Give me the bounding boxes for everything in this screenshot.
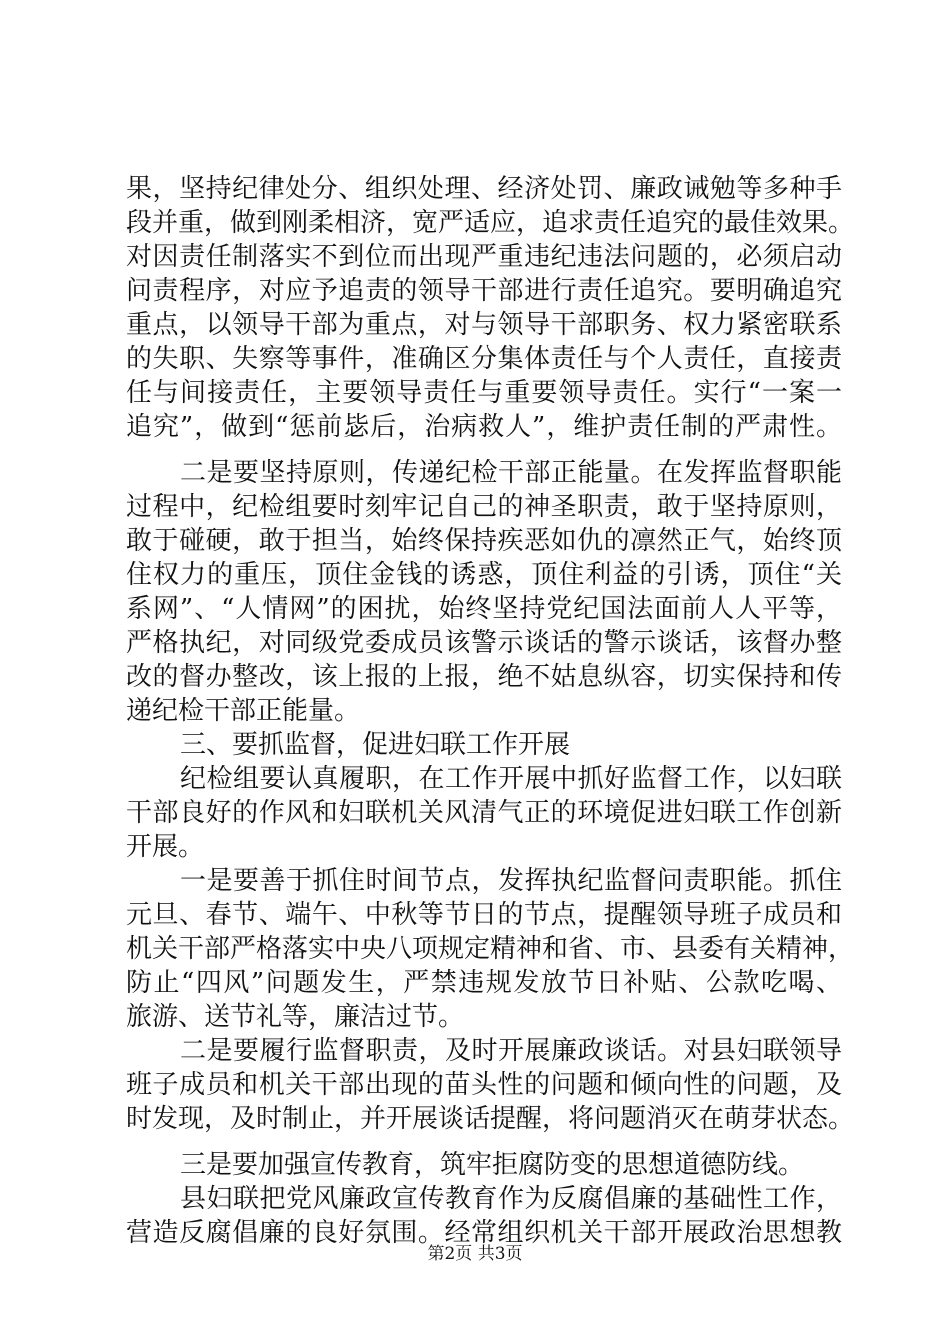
body-line: 任与间接责任，主要领导责任与重要领导责任。实行“一案一 xyxy=(126,378,842,408)
body-line: 改的督办整改，该上报的上报，绝不姑息纵容，切实保持和传 xyxy=(126,662,842,692)
body-line: 系网”、“人情网”的困扰，始终坚持党纪国法面前人人平等， xyxy=(126,594,842,624)
body-line: 机关干部严格落实中央八项规定精神和省、市、县委有关精神， xyxy=(126,934,855,964)
body-line: 二是要坚持原则，传递纪检干部正能量。在发挥监督职能 xyxy=(180,458,842,488)
body-line: 追究”，做到“惩前毖后，治病救人”，维护责任制的严肃性。 xyxy=(126,412,842,442)
body-line: 严格执纪，对同级党委成员该警示谈话的警示谈话，该督办整 xyxy=(126,628,842,658)
body-line: 县妇联把党风廉政宣传教育作为反腐倡廉的基础性工作， xyxy=(180,1184,842,1214)
body-line: 一是要善于抓住时间节点，发挥执纪监督问责职能。抓住 xyxy=(180,866,842,896)
body-line: 纪检组要认真履职，在工作开展中抓好监督工作，以妇联 xyxy=(180,764,842,794)
body-line: 开展。 xyxy=(126,832,205,862)
body-line: 递纪检干部正能量。 xyxy=(126,696,361,726)
page-number-footer: 第2页 共3页 xyxy=(427,1244,523,1264)
body-line: 果，坚持纪律处分、组织处理、经济处罚、廉政诫勉等多种手 xyxy=(126,174,842,204)
body-line: 过程中，纪检组要时刻牢记自己的神圣职责，敢于坚持原则， xyxy=(126,492,842,522)
body-line: 对因责任制落实不到位而出现严重违纪违法问题的，必须启动 xyxy=(126,242,842,272)
body-line: 的失职、失察等事件，准确区分集体责任与个人责任，直接责 xyxy=(126,344,842,374)
body-line: 重点，以领导干部为重点，对与领导干部职务、权力紧密联系 xyxy=(126,310,842,340)
body-line: 营造反腐倡廉的良好氛围。经常组织机关干部开展政治思想教 xyxy=(126,1218,842,1248)
body-line: 住权力的重压，顶住金钱的诱惑，顶住利益的引诱，顶住“关 xyxy=(126,560,842,590)
body-line: 问责程序，对应予追责的领导干部进行责任追究。要明确追究 xyxy=(126,276,842,306)
body-line: 三是要加强宣传教育，筑牢拒腐防变的思想道德防线。 xyxy=(180,1150,805,1180)
body-line: 元旦、春节、端午、中秋等节日的节点，提醒领导班子成员和 xyxy=(126,900,842,930)
body-line: 敢于碰硬，敢于担当，始终保持疾恶如仇的凛然正气，始终顶 xyxy=(126,526,842,556)
section-heading: 三、要抓监督，促进妇联工作开展 xyxy=(180,730,571,760)
body-line: 班子成员和机关干部出现的苗头性的问题和倾向性的问题，及 xyxy=(126,1070,842,1100)
body-line: 干部良好的作风和妇联机关风清气正的环境促进妇联工作创新 xyxy=(126,798,842,828)
body-line: 旅游、送节礼等，廉洁过节。 xyxy=(126,1002,465,1032)
body-line: 时发现，及时制止，并开展谈话提醒，将问题消灭在萌芽状态。 xyxy=(126,1104,855,1134)
body-line: 段并重，做到刚柔相济，宽严适应，追求责任追究的最佳效果。 xyxy=(126,208,855,238)
body-line: 二是要履行监督职责，及时开展廉政谈话。对县妇联领导 xyxy=(180,1036,842,1066)
body-line: 防止“四风”问题发生，严禁违规发放节日补贴、公款吃喝、 xyxy=(126,968,842,998)
